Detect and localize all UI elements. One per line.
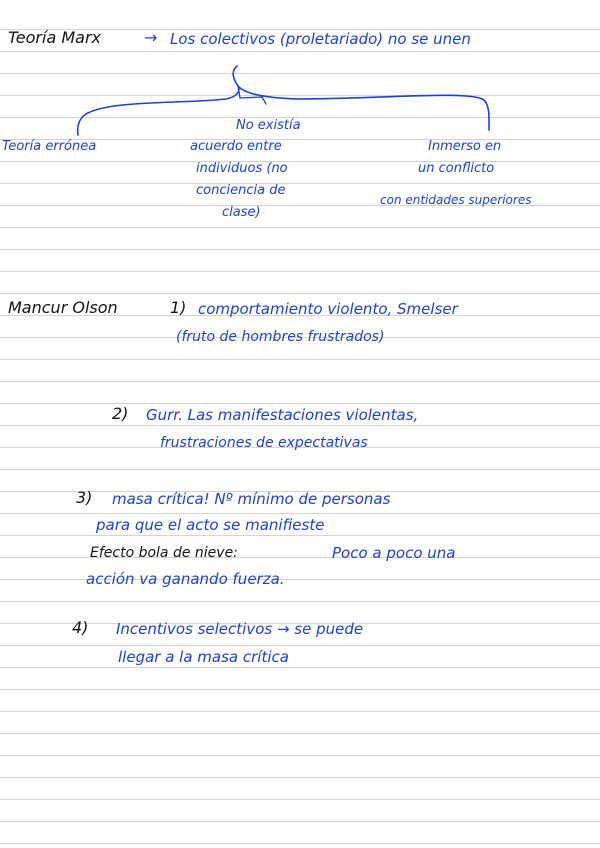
branch-middle-line: acuerdo entre (190, 139, 282, 154)
point-number: 2) (112, 404, 129, 423)
branch-middle-line: clase) (222, 205, 261, 220)
branch-right-line: Inmerso en (428, 139, 502, 154)
point-line: acción va ganando fuerza. (86, 570, 285, 588)
marx-claim: Los colectivos (proletariado) no se unen (170, 30, 471, 48)
branch-middle-line: No existía (236, 118, 301, 133)
point-number: 1) (170, 298, 187, 317)
point-number: 3) (76, 488, 93, 507)
point-line: Gurr. Las manifestaciones violentas, (146, 406, 419, 424)
point-number: 4) (72, 618, 89, 637)
mancur-title: Mancur Olson (8, 298, 118, 317)
point-line: para que el acto se manifieste (96, 516, 325, 534)
point-line: (fruto de hombres frustrados) (176, 329, 385, 345)
marx-title: Teoría Marx (8, 28, 101, 47)
branch-left: Teoría errónea (2, 139, 97, 154)
branch-right-line: un conflicto (418, 161, 495, 176)
point-line: Incentivos selectivos → se puede (116, 620, 364, 638)
arrow-icon: → (144, 28, 158, 47)
branch-right-line: con entidades superiores (380, 193, 532, 207)
point-line: Poco a poco una (332, 544, 456, 562)
point-line: frustraciones de expectativas (160, 435, 368, 451)
point-line: llegar a la masa crítica (118, 648, 289, 666)
point-line: comportamiento violento, Smelser (198, 300, 458, 318)
point-line: masa crítica! Nº mínimo de personas (112, 490, 391, 508)
snowball-label: Efecto bola de nieve: (90, 545, 238, 561)
branch-middle-line: conciencia de (196, 183, 286, 198)
branch-middle-line: individuos (no (196, 161, 288, 176)
